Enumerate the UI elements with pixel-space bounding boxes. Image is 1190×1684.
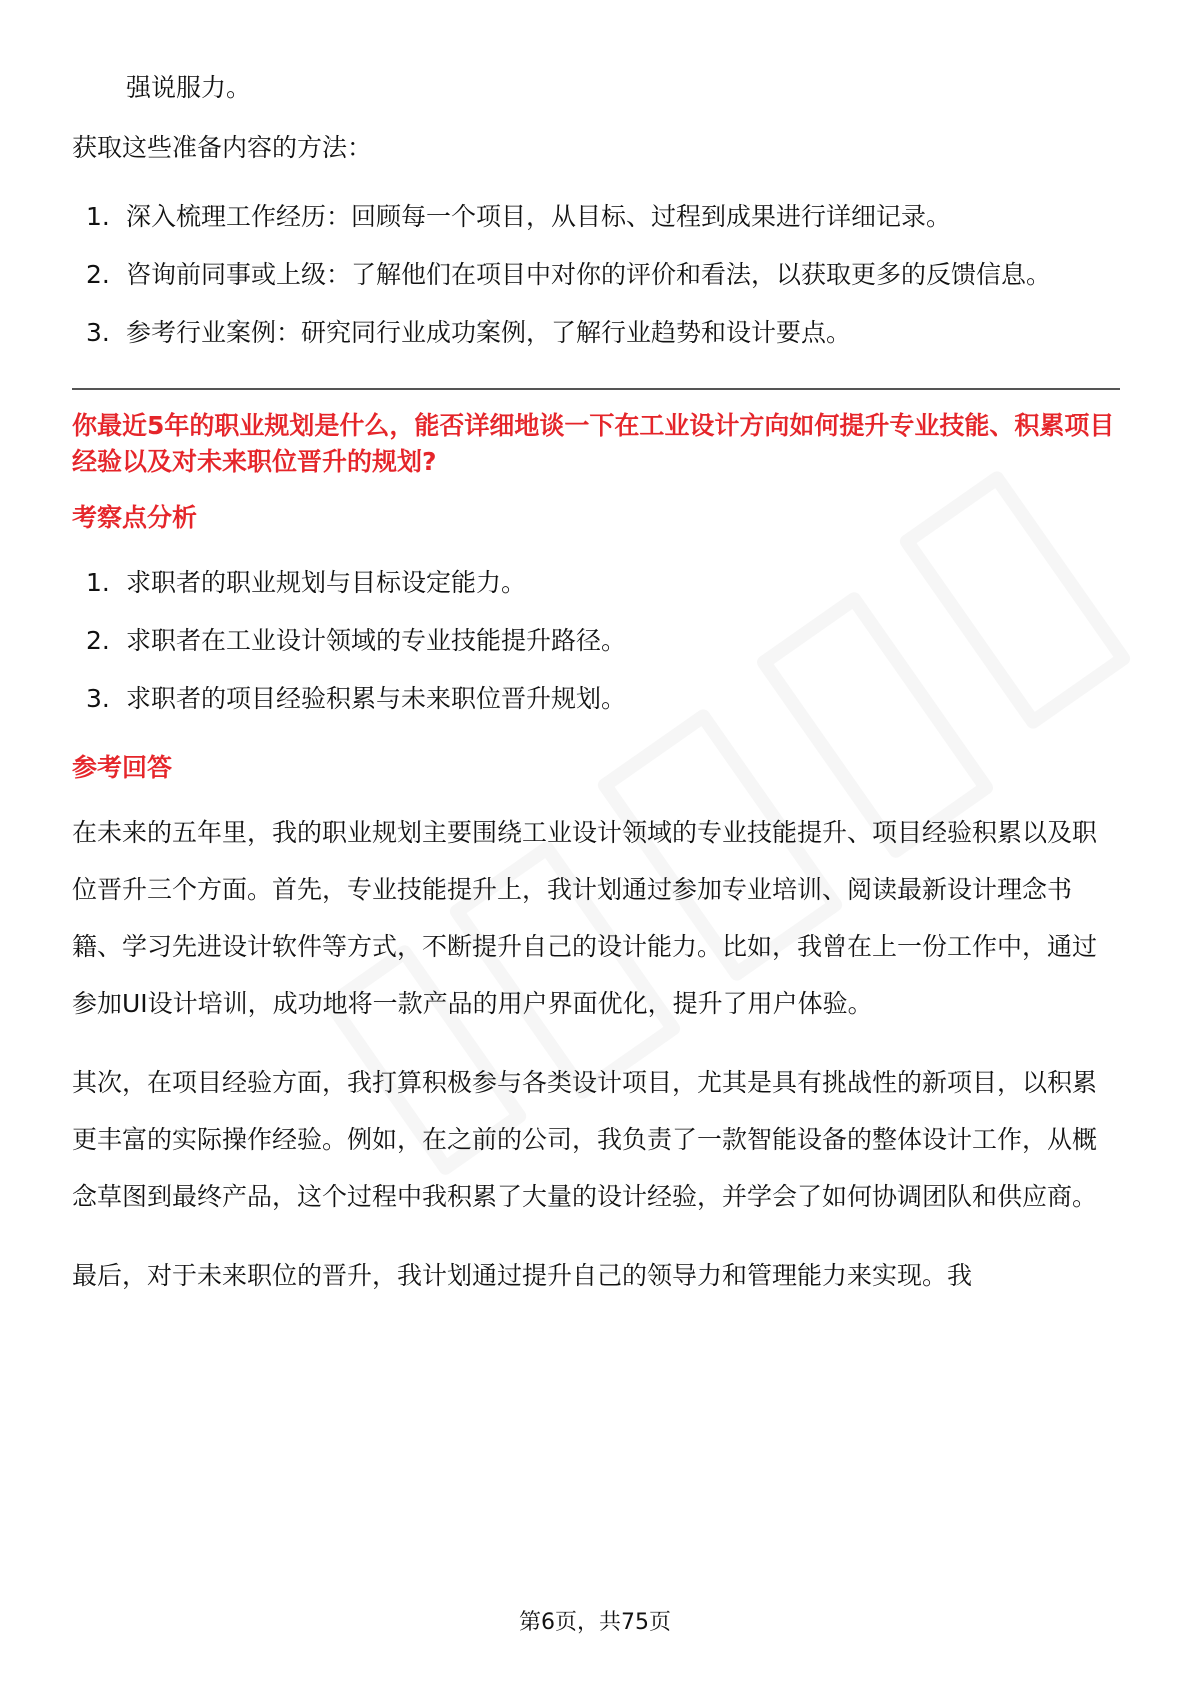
list-item: 2. 咨询前同事或上级：了解他们在项目中对你的评价和看法，以获取更多的反馈信息。 xyxy=(86,260,1052,289)
continuation-text: 强说服力。 xyxy=(126,73,252,102)
analysis-list xyxy=(72,554,1120,728)
answer-paragraph: 最后，对于未来职位的晋升，我计划通过提升自己的领导力和管理能力来实现。我 xyxy=(72,1261,973,1290)
question-heading: 你最近5年的职业规划是什么，能否详细地谈一下在工业设计方向如何提升专业技能、积累项目经验以及对未来职位晋升的规划? xyxy=(72,411,1115,476)
answer-title: 参考回答 xyxy=(72,753,173,782)
list-item: 2. 求职者在工业设计领域的专业技能提升路径。 xyxy=(86,626,627,655)
answer-paragraph: 其次，在项目经验方面，我打算积极参与各类设计项目，尤其是具有挑战性的新项目，以积累更丰富的实际操作经验。例如，在之前的公司，我负责了一款智能设备的整体设计工作，从概念草图到最终产品，这个过程中我积累了大量的设计经验，并学会了如何协调团队和供应商。 xyxy=(72,1068,1098,1211)
page-number: 第6页，共75页 xyxy=(519,1610,671,1635)
methods-intro: 获取这些准备内容的方法： xyxy=(72,133,373,162)
analysis-title: 考察点分析 xyxy=(72,503,198,532)
answer-paragraph: 在未来的五年里，我的职业规划主要围绕工业设计领域的专业技能提升、项目经验积累以及职位晋升三个方面。首先，专业技能提升上，我计划通过参加专业培训、阅读最新设计理念书籍、学习先进设计软件等方式，不断提升自己的设计能力。比如，我曾在上一份工作中，通过参加UI设计培训，成功地将一款产品的用户界面优化，提升了用户体验。 xyxy=(72,818,1098,1018)
document-body xyxy=(72,58,1120,1304)
list-item: 1. 求职者的职业规划与目标设定能力。 xyxy=(86,568,527,597)
list-item: 3. 求职者的项目经验积累与未来职位晋升规划。 xyxy=(86,684,627,713)
section-divider xyxy=(72,388,1120,390)
list-item: 1. 深入梳理工作经历：回顾每一个项目，从目标、过程到成果进行详细记录。 xyxy=(86,202,952,231)
methods-list xyxy=(72,188,1120,362)
list-item: 3. 参考行业案例：研究同行业成功案例，了解行业趋势和设计要点。 xyxy=(86,318,852,347)
